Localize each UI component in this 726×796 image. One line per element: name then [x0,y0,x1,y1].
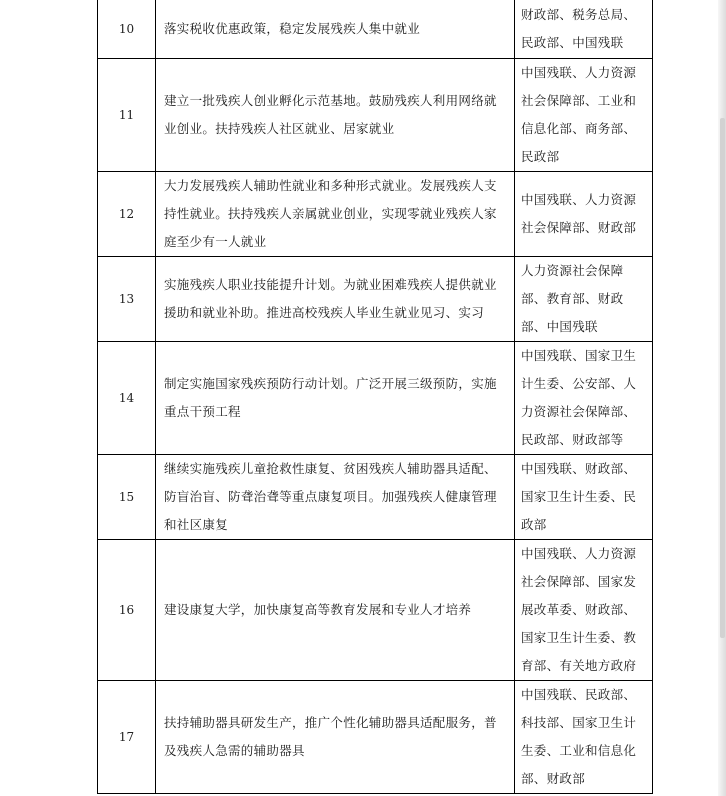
department-text-line: 社会保障部、工业和 [521,93,637,108]
task-cell [156,59,515,172]
task-text-line: 继续实施残疾儿童抢救性康复、贫困残疾人辅助器具适配、 [164,461,497,476]
scrollbar-thumb[interactable] [720,118,725,638]
task-text-line: 援助和就业补助。推进高校残疾人毕业生就业见习、实习 [164,305,485,320]
department-text-line: 科技部、国家卫生计 [521,715,637,730]
department-text-line: 社会保障部、国家发 [521,574,637,589]
table-row [98,455,653,540]
department-text-line: 展改革委、财政部、 [521,602,637,617]
department-text-line: 计生委、公安部、人 [521,376,637,391]
department-cell [515,0,653,59]
department-cell [515,681,653,794]
task-cell [156,257,515,342]
task-text-line: 建立一批残疾人创业孵化示范基地。鼓励残疾人利用网络就 [164,93,497,108]
row-number: 10 [98,0,156,59]
task-text-line: 重点干预工程 [164,404,241,419]
department-cell [515,59,653,172]
row-number: 14 [98,342,156,455]
department-text-line: 政部 [521,517,547,532]
task-text-line: 庭至少有一人就业 [164,234,267,249]
row-number: 13 [98,257,156,342]
department-cell [515,540,653,681]
department-text-line: 生委、工业和信息化 [521,743,637,758]
task-text-line: 制定实施国家残疾预防行动计划。广泛开展三级预防，实施 [164,376,497,391]
row-number: 17 [98,681,156,794]
table-row [98,0,653,59]
department-text-line: 中国残联、人力资源 [521,65,637,80]
row-number: 15 [98,455,156,540]
department-text-line: 国家卫生计生委、教 [521,630,637,645]
task-text-line: 及残疾人急需的辅助器具 [164,743,305,758]
task-cell [156,342,515,455]
task-text-line: 和社区康复 [164,517,229,532]
department-text-line: 信息化部、商务部、 [521,121,637,136]
task-text-line: 扶持辅助器具研发生产，推广个性化辅助器具适配服务，普 [164,715,497,730]
task-text-line: 防盲治盲、防聋治聋等重点康复项目。加强残疾人健康管理 [164,489,497,504]
department-text-line: 民政部、中国残联 [521,34,624,50]
table-row [98,257,653,342]
row-number: 11 [98,59,156,172]
task-cell [156,681,515,794]
department-text-line: 中国残联、人力资源 [521,192,637,207]
table-row [98,342,653,455]
task-cell [156,540,515,681]
department-cell [515,455,653,540]
department-text-line: 民政部 [521,149,560,164]
row-number: 12 [98,172,156,257]
department-text-line: 力资源社会保障部、 [521,404,637,419]
task-text-line: 持性就业。扶持残疾人亲属就业创业，实现零就业残疾人家 [164,206,497,221]
department-text-line: 人力资源社会保障 [521,263,624,278]
table-row [98,681,653,794]
task-cell [156,455,515,540]
table-row [98,59,653,172]
task-text-line: 实施残疾人职业技能提升计划。为就业困难残疾人提供就业 [164,277,497,292]
department-text-line: 中国残联、财政部、 [521,461,637,476]
task-text-line: 建设康复大学，加快康复高等教育发展和专业人才培养 [164,602,472,617]
table-row [98,540,653,681]
task-text-line: 大力发展残疾人辅助性就业和多种形式就业。发展残疾人支 [164,178,497,193]
row-number: 16 [98,540,156,681]
department-text-line: 部、财政部 [521,771,586,786]
department-text-line: 社会保障部、财政部 [521,220,637,235]
task-table [97,0,653,794]
department-text-line: 国家卫生计生委、民 [521,489,637,504]
task-text-line: 业创业。扶持残疾人社区就业、居家就业 [164,121,395,136]
department-cell [515,257,653,342]
task-text-line: 落实税收优惠政策，稳定发展残疾人集中就业 [164,20,421,36]
department-text-line: 中国残联、国家卫生 [521,348,637,363]
table-row [98,172,653,257]
task-table-body [98,0,653,794]
task-cell [156,172,515,257]
department-text-line: 部、教育部、财政 [521,291,624,306]
department-text-line: 部、中国残联 [521,319,598,334]
department-text-line: 财政部、税务总局、 [521,6,637,22]
department-cell [515,172,653,257]
department-text-line: 中国残联、民政部、 [521,687,637,702]
department-text-line: 中国残联、人力资源 [521,546,637,561]
department-text-line: 育部、有关地方政府 [521,658,637,673]
department-text-line: 民政部、财政部等 [521,432,624,447]
department-cell [515,342,653,455]
task-cell [156,0,515,59]
scrollbar-track[interactable] [718,0,726,796]
